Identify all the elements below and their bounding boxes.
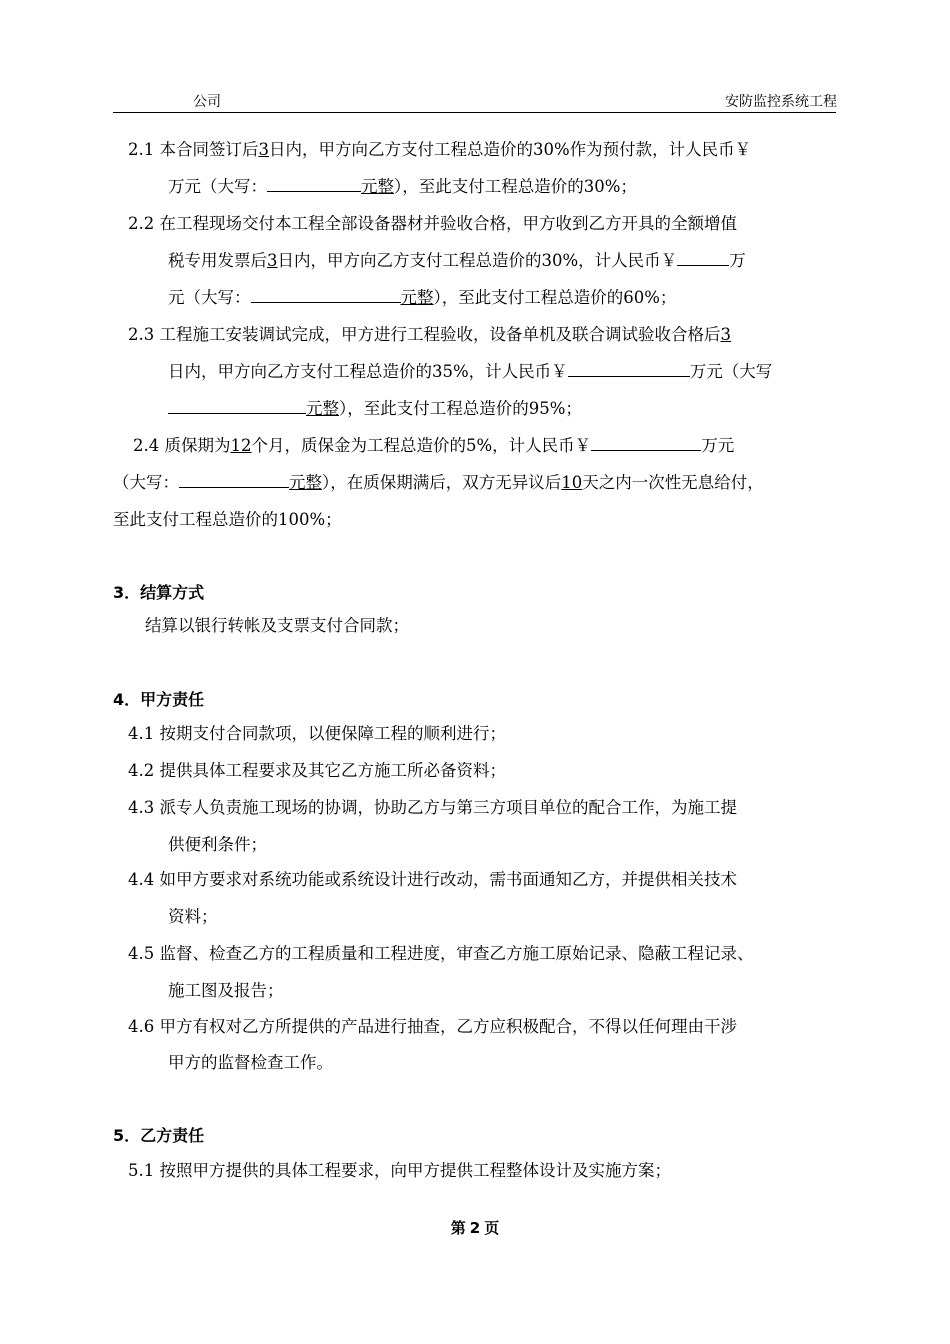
clause-4-6-line-2: 甲方的监督检查工作。	[168, 1053, 333, 1072]
clause-4-4-line-1: 4.4 如甲方要求对系统功能或系统设计进行改动，需书面通知乙方，并提供相关技术	[128, 870, 737, 889]
clause-4-4-line-2: 资料；	[168, 907, 218, 926]
clause-4-3-line-2: 供便利条件；	[168, 835, 267, 854]
clause-2-3-line-3: 元整），至此支付工程总造价的95%；	[168, 398, 582, 420]
page-number: 第 2 页	[450, 1219, 500, 1237]
clause-4-1: 4.1 按期支付合同款项，以便保障工程的顺利进行；	[128, 724, 506, 743]
clause-2-4-line-1: 2.4 质保期为12个月，质保金为工程总造价的5%，计人民币￥ 万元	[133, 436, 735, 455]
clause-2-4-line-3: 至此支付工程总造价的100%；	[113, 510, 342, 529]
section-5-title: 5．乙方责任	[113, 1126, 205, 1145]
section-4-title: 4．甲方责任	[113, 690, 205, 709]
clause-2-2-line-1: 2.2 在工程现场交付本工程全部设备器材并验收合格，甲方收到乙方开具的全额增值	[128, 214, 737, 233]
clause-2-2-line-3: 元（大写： 元整），至此支付工程总造价的60%；	[168, 288, 677, 307]
clause-2-4-line-2: （大写： 元整），在质保期满后，双方无异议后10天之内一次性无息给付，	[113, 473, 764, 492]
clause-2-3-line-2: 日内，甲方向乙方支付工程总造价的35%，计人民币￥ 万元（大写	[168, 362, 773, 381]
clause-5-1: 5.1 按照甲方提供的具体工程要求，向甲方提供工程整体设计及实施方案；	[128, 1161, 671, 1180]
clause-4-3-line-1: 4.3 派专人负责施工现场的协调，协助乙方与第三方项目单位的配合工作，为施工提	[128, 798, 737, 817]
page-header-left: 公司	[193, 94, 221, 110]
clause-2-1-line-1: 2.1 本合同签订后3日内，甲方向乙方支付工程总造价的30%作为预付款，计人民币￥	[128, 140, 752, 159]
header-rule	[113, 112, 836, 113]
clause-2-3-line-1: 2.3 工程施工安装调试完成，甲方进行工程验收，设备单机及联合调试验收合格后3	[128, 325, 731, 344]
clause-2-2-line-2: 税专用发票后3日内，甲方向乙方支付工程总造价的30%，计人民币￥ 万	[168, 251, 746, 270]
clause-4-2: 4.2 提供具体工程要求及其它乙方施工所必备资料；	[128, 761, 506, 780]
section-3-text: 结算以银行转帐及支票支付合同款；	[145, 616, 409, 635]
clause-2-1-line-2: 万元（大写： 元整），至此支付工程总造价的30%；	[168, 177, 637, 196]
clause-4-6-line-1: 4.6 甲方有权对乙方所提供的产品进行抽查，乙方应积极配合，不得以任何理由干涉	[128, 1017, 737, 1036]
clause-4-5-line-2: 施工图及报告；	[168, 981, 284, 1000]
section-3-title: 3．结算方式	[113, 583, 205, 602]
page-header-right: 安防监控系统工程	[725, 94, 837, 110]
clause-4-5-line-1: 4.5 监督、检查乙方的工程质量和工程进度，审查乙方施工原始记录、隐蔽工程记录、	[128, 944, 754, 963]
